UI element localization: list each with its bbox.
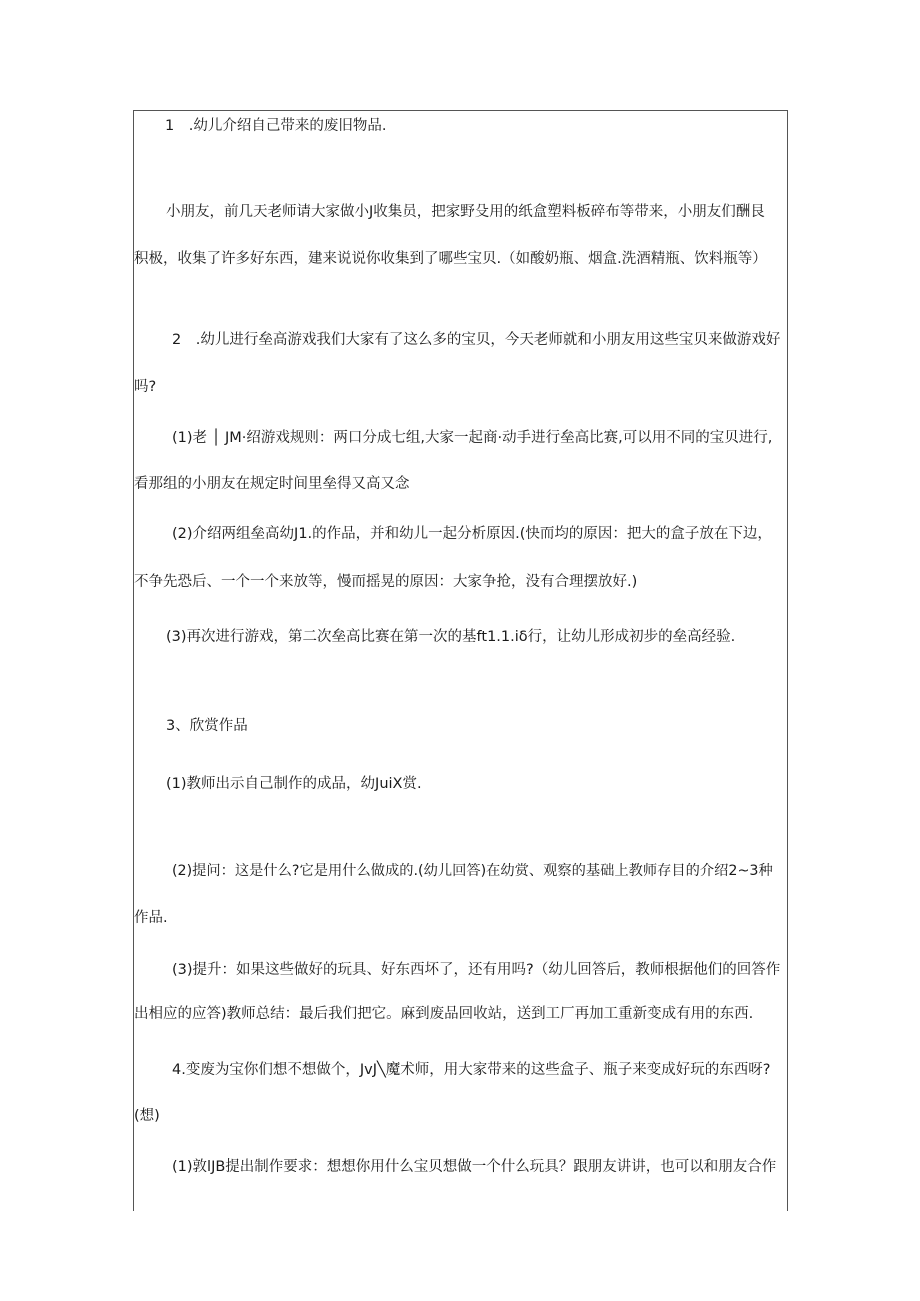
- text-line: (3)提升：如果这些做好的玩具、好东西坏了，还有用吗?（幼儿回答后，教师根据他们的回答作: [172, 962, 781, 978]
- text-line: 作品.: [134, 910, 168, 926]
- text-line: (1)教师出示自己制作的成品，幼JuiX赏.: [166, 776, 422, 792]
- text-line: 不争先恐后、一个一个来放等，慢而摇晃的原因：大家争抢，没有合理摆放好.): [134, 574, 638, 590]
- text-line: (2)介绍两组垒高幼J1.的作品，并和幼儿一起分析原因.(快而均的原因：把大的盒子放在下边，: [172, 526, 772, 542]
- text-line: 积极，收集了许多好东西，建来说说你收集到了哪些宝贝.（如酸奶瓶、烟盒.洗酒精瓶、饮料瓶等）: [134, 251, 767, 267]
- text-line: 出相应的应答)教师总结：最后我们把它。麻到废品回收站，送到工厂再加工重新变成有用的东西.: [134, 1006, 754, 1022]
- text-line: (1)老 │ JM·绍游戏规则：两口分成七组,大家一起商·动手进行垒高比赛,可以用不同的宝贝进行,: [172, 430, 773, 446]
- text-line: 4.变废为宝你们想不想做个，JvJ╲魔术师，用大家带来的这些盒子、瓶子来变成好玩的东西呀?: [172, 1062, 771, 1078]
- text-line: (1)敦lJB提出制作要求：想想你用什么宝贝想做一个什么玩具？跟朋友讲讲，也可以和朋友合作: [172, 1159, 777, 1175]
- table-frame: [133, 110, 788, 1211]
- text-line: 1 .幼儿介绍自己带来的废旧物品.: [165, 118, 387, 134]
- text-line: (想): [134, 1108, 160, 1124]
- text-line: 看那组的小朋友在规定时间里垒得又高又念: [134, 476, 410, 492]
- text-line: 3、欣赏作品: [166, 718, 248, 734]
- text-line: (3)再次进行游戏，第二次垒高比赛在第一次的基ft1.1.iδ行，让幼儿形成初步的垒高经验.: [166, 629, 736, 645]
- text-line: 2 .幼儿进行垒高游戏我们大家有了这么多的宝贝，今天老师就和小朋友用这些宝贝来做游戏好: [172, 332, 781, 348]
- text-line: 吗?: [134, 379, 157, 395]
- text-line: 小朋友，前几天老师请大家做小J收集员，把家野殳用的纸盒塑料板碎布等带来，小朋友们酬艮: [166, 204, 765, 220]
- text-line: (2)提问：这是什么?它是用什么做成的.(幼儿回答)在幼赏、观察的基础上教师存目的介绍2~3种: [172, 863, 773, 879]
